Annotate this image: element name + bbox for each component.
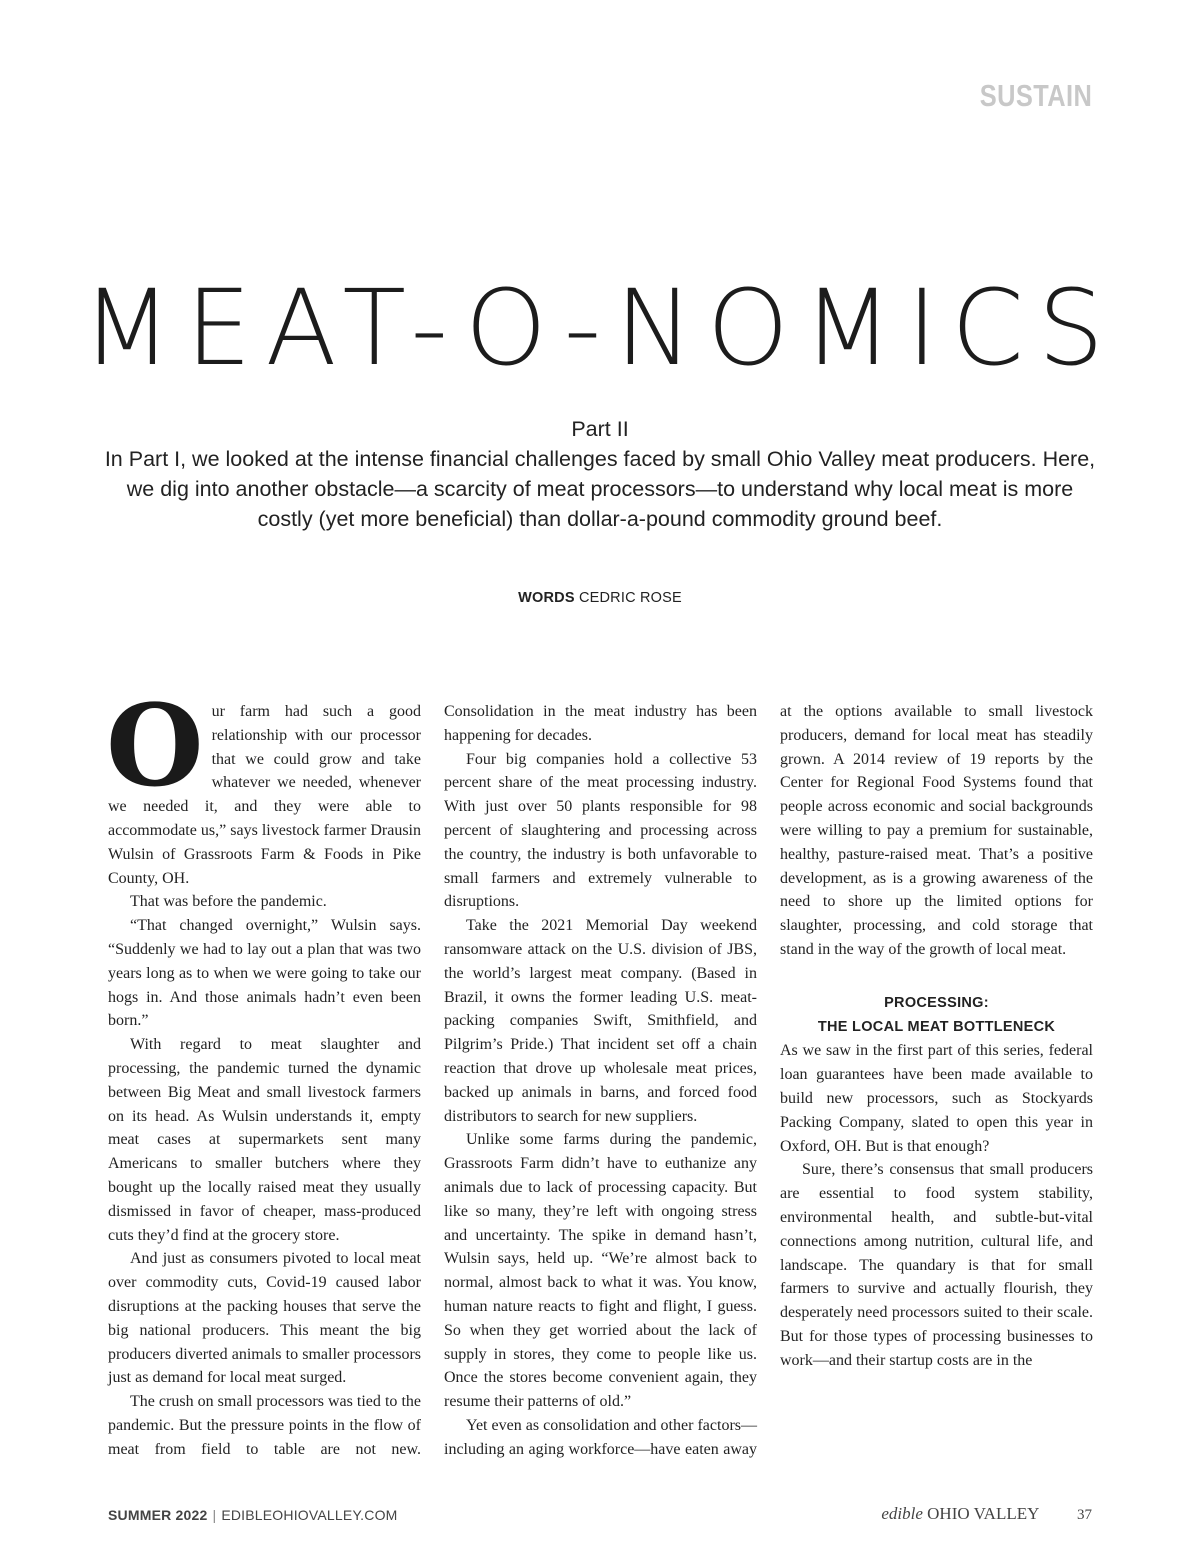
paragraph: With regard to meat slaughter and processing, the pandemic turned the dynamic between Big Meat and small livestock farmers on its head. As Wulsin understands it, empty meat cases at supermarkets sent many Americans to smaller butchers where they bought up the locally raised meat they usually dismissed in favor of cheaper, mass-produced cuts they’d find at the grocery store. bbox=[108, 1036, 421, 1244]
section-heading-line: THE LOCAL MEAT BOTTLENECK bbox=[817, 1018, 1056, 1035]
brand-italic: edible bbox=[881, 1504, 923, 1523]
footer-issue bbox=[108, 1507, 398, 1523]
paragraph: Take the 2021 Memorial Day weekend ransomware attack on the U.S. division of JBS, the world’s largest meat company. (Based in Brazil, it owns the former leading U.S. meat-packing companies Swift, Smithfield, and Pilgrim’s Pride.) That incident set off a chain reaction that drove up wholesale meat prices, backed up animals in barns, and forced food distributors to search for new suppliers. bbox=[444, 917, 757, 1125]
paragraph: Unlike some farms during the pandemic, Grassroots Farm didn’t have to euthanize any animals due to lack of processing capacity. But like so many, they’re left with ongoing stress and uncertainty. The spike in demand hasn’t, Wulsin says, held up. “We’re almost back to normal, almost back to what it was. You know, human nature reacts to fight and flight, I guess. So when they get worried about the lack of supply in stores, they come to people like us. Once the stores become convenient again, they resume their patterns of old.” bbox=[444, 1131, 757, 1411]
paragraph: “That changed overnight,” Wulsin says. “Suddenly we had to lay out a plan that was two years long as to when we were going to take our hogs in. And those animals hadn’t even been born.” bbox=[108, 917, 421, 1030]
paragraph: And just as consumers pivoted to local meat over commodity cuts, Covid-19 caused labor disruptions at the packing houses that serve the big national producers. This meant the big producers diverted animals to smaller processors just as demand for local meat surged. bbox=[108, 1250, 421, 1387]
website-link[interactable]: EDIBLEOHIOVALLEY.COM bbox=[221, 1507, 398, 1523]
paragraph: Yet even as consolidation and other factors—including an aging workforce—have eaten away at the options available to small livestock producers, demand for local meat has steadily grown. A 2014 review of 19 reports by the Center for Regional Food Systems found that people across economic and social backgrounds were willing to pay a premium for sustainable, healthy, pasture-raised meat. That’s a positive development, as is a growing awareness of the need to shore up the limited options for slaughter, processing, and cold storage that stand in the way of the growth of local meat. bbox=[444, 703, 1093, 1458]
section-label: SUSTAIN bbox=[979, 78, 1092, 113]
paragraph-text: ur farm had such a good relationship with our processor that we could grow and take whatever we needed, whenever we needed it, and they were able to accommodate us,” says livestock farmer Drausin Wulsin of Grassroots Farm & Foods in Pike County, OH. bbox=[108, 703, 421, 887]
issue-date: SUMMER 2022 bbox=[108, 1507, 208, 1523]
subhead bbox=[100, 414, 1100, 534]
byline-author: CEDRIC ROSE bbox=[578, 590, 682, 606]
drop-cap: O bbox=[106, 681, 204, 812]
brand-name: OHIO VALLEY bbox=[927, 1504, 1039, 1523]
footer-brand bbox=[881, 1504, 1092, 1524]
footer-separator: | bbox=[212, 1507, 217, 1523]
paragraph: That was before the pandemic. bbox=[130, 893, 327, 911]
paragraph: The crush on small processors was tied to the pandemic. But the pressure points in the flow of meat from field to table are not new. Consolidation in the meat industry has been happening for decades. bbox=[108, 703, 757, 1458]
byline bbox=[0, 590, 1200, 606]
page-number: 37 bbox=[1077, 1507, 1092, 1523]
article-body bbox=[106, 681, 1093, 1470]
part-label: Part II bbox=[571, 417, 629, 441]
paragraph: Four big companies hold a collective 53 percent share of the meat processing industry. With just over 50 plants responsible for 98 percent of slaughtering and processing across the country, the industry is both unfavorable to small farmers and extremely vulnerable to disruptions. bbox=[444, 750, 757, 911]
paragraph bbox=[106, 681, 421, 890]
section-heading-line: PROCESSING: bbox=[884, 994, 989, 1011]
section-heading bbox=[780, 992, 1093, 1040]
paragraph: Sure, there’s consensus that small producers are essential to food system stability, environmental health, and subtle-but-vital connections among nutrition, cultural life, and landscape. The quandary is that for small farmers to survive and actually flourish, they desperately need processors suited to their scale. But for those types of processing businesses to work—and their startup costs are in the bbox=[780, 1161, 1093, 1369]
paragraph: As we saw in the first part of this series, federal loan guarantees have been made available to build new processors, such as Stockyards Packing Company, slated to open this year in Oxford, OH. But is that enough? bbox=[780, 1042, 1093, 1155]
dek-text: In Part I, we looked at the intense financial challenges faced by small Ohio Valley meat producers. Here, we dig into another obstacle—a scarcity of meat processors—to understand why local meat is more costly (yet more beneficial) than dollar-a-pound commodity ground beef. bbox=[104, 447, 1096, 531]
byline-label: WORDS bbox=[518, 590, 575, 606]
article-title: MEAT-O-NOMICS bbox=[82, 267, 1118, 389]
